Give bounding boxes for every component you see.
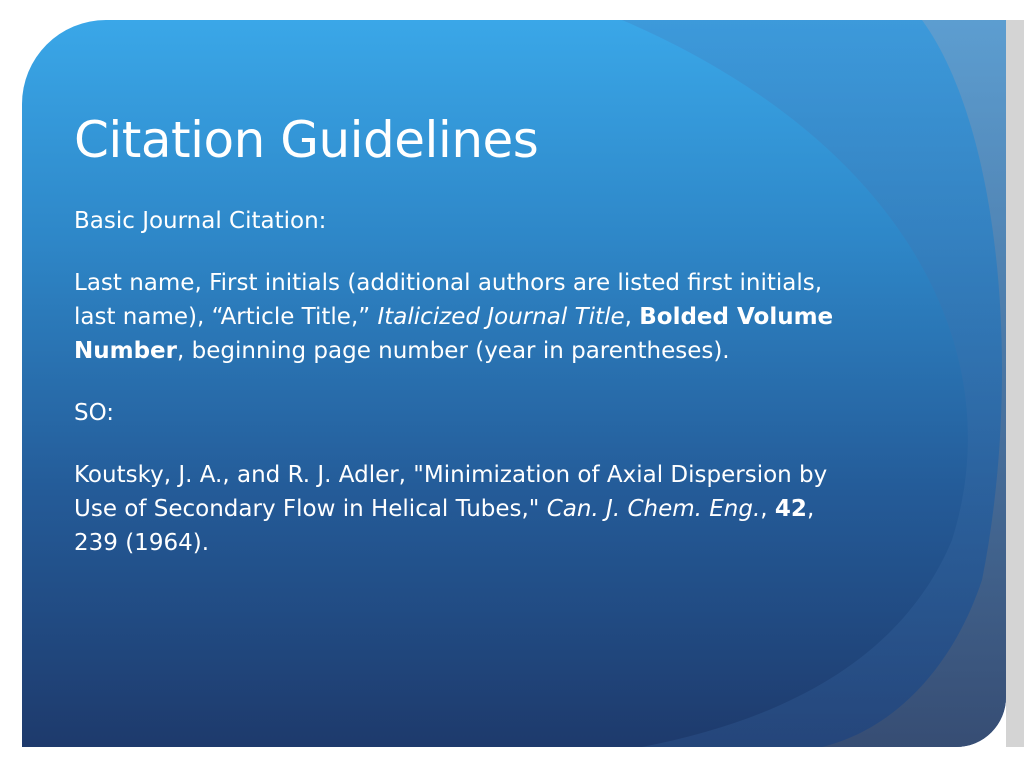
format-journal-italic: Italicized Journal Title — [377, 304, 625, 330]
format-text-part2: , beginning page number (year in parentheses). — [177, 338, 730, 364]
example-authors-title: Koutsky, J. A., and R. J. Adler, "Minimization of Axial Dispersion by Use of Secondary Flow in Helical Tubes," — [74, 462, 828, 522]
format-volume-bold: Bolded Volume Number — [74, 304, 834, 364]
so-label: SO: — [74, 400, 115, 426]
example-rest: , 239 (1964). — [74, 496, 815, 556]
citation-format — [74, 266, 834, 368]
citation-example — [74, 458, 834, 560]
slide-title: Citation Guidelines — [74, 111, 539, 169]
slide-edge-strip — [1006, 20, 1024, 747]
example-volume-bold: 42 — [774, 496, 807, 522]
format-text-part1: Last name, First initials (additional authors are listed first initials, last name), “Article Title,” — [74, 270, 823, 330]
slide-content — [74, 110, 834, 588]
intro-text: Basic Journal Citation: — [74, 208, 327, 234]
example-journal-italic: Can. J. Chem. Eng. — [546, 496, 761, 522]
example-separator: , — [760, 496, 775, 522]
format-separator: , — [624, 304, 640, 330]
